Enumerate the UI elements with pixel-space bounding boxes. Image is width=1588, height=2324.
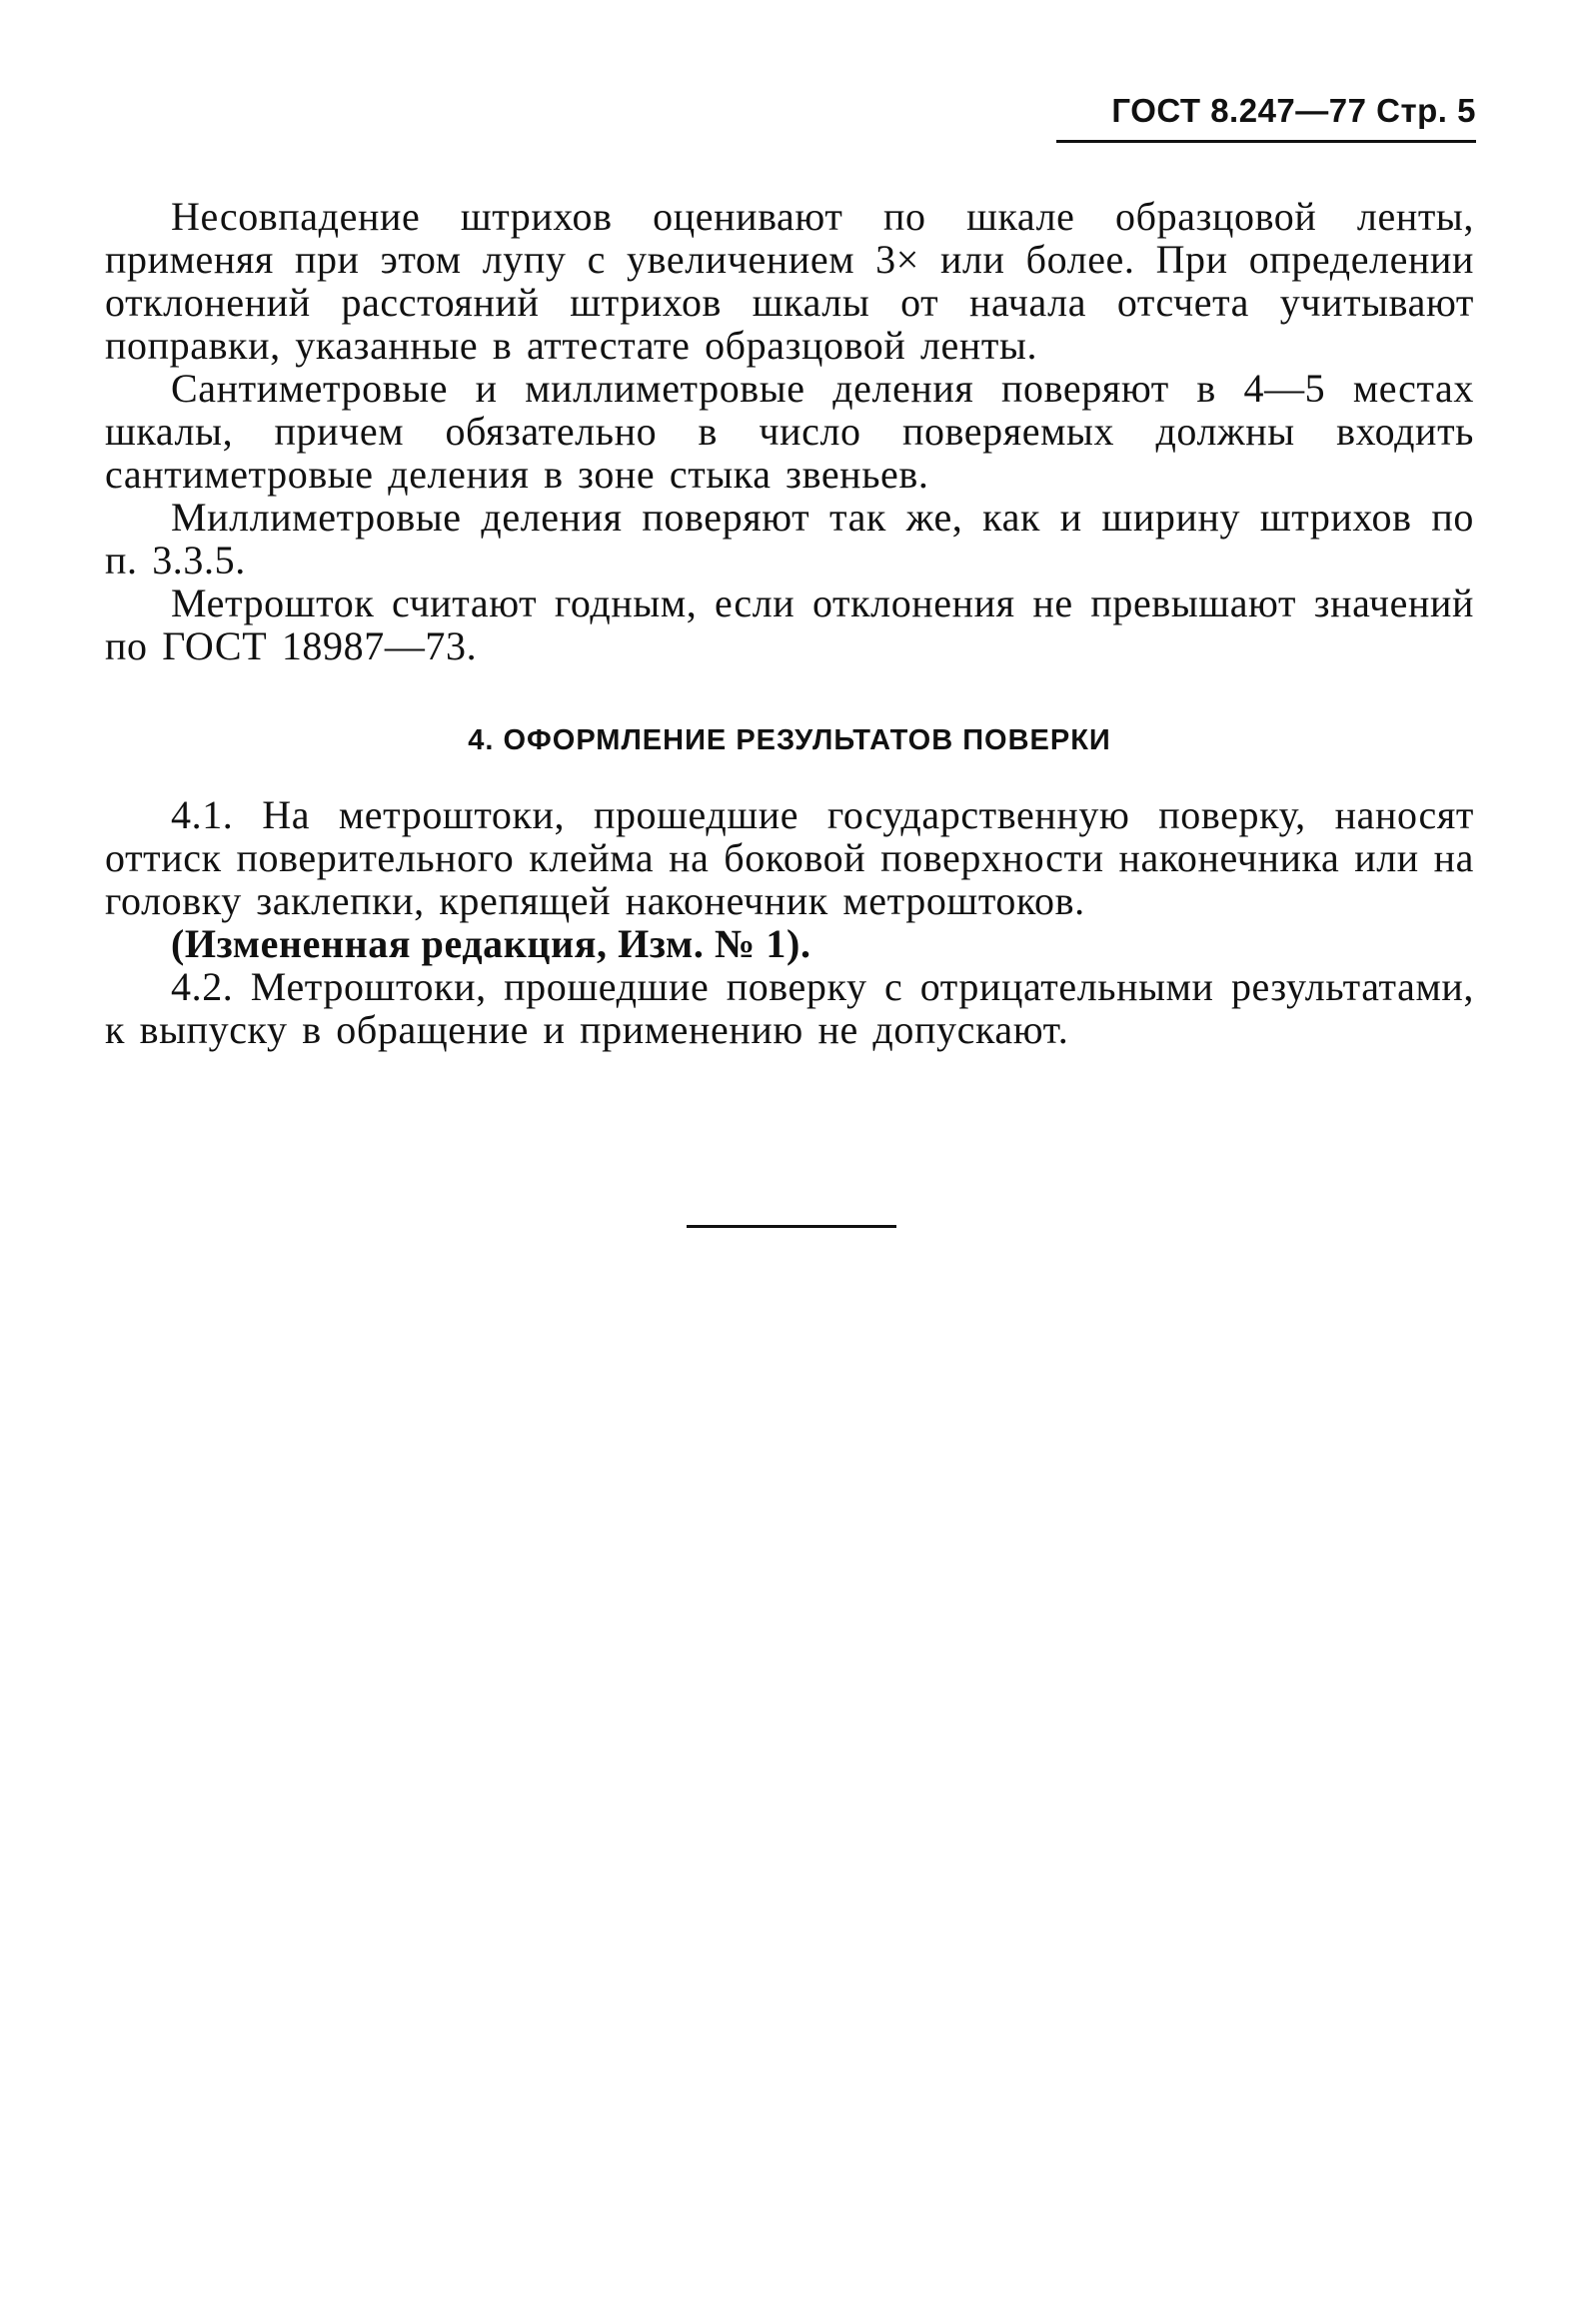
document-body bbox=[105, 195, 1474, 1051]
paragraph-4-2: 4.2. Метроштоки, прошедшие поверку с отрицательными результатами, к выпуску в обращение и применению не допускают. bbox=[105, 964, 1474, 1052]
paragraph-acceptance: Метрошток считают годным, если отклонения не превышают значений по ГОСТ 18987—73. bbox=[105, 581, 1474, 668]
amendment-note: (Измененная редакция, Изм. № 1). bbox=[171, 921, 811, 966]
header-rule bbox=[1056, 140, 1476, 143]
paragraph-divisions: Сантиметровые и миллиметровые деления поверяют в 4—5 местах шкалы, причем обязательно в число поверяемых должны входить сантиметровые деления в зоне стыка звеньев. bbox=[105, 366, 1474, 497]
section-heading: 4. ОФОРМЛЕНИЕ РЕЗУЛЬТАТОВ ПОВЕРКИ bbox=[468, 724, 1111, 756]
paragraph-4-1: 4.1. На метроштоки, прошедшие государственную поверку, наносят оттиск поверительного клейма на боковой поверхности наконечника или на головку заклепки, крепящей наконечник метроштоков. bbox=[105, 792, 1474, 923]
paragraph-millimeter: Миллиметровые деления поверяют так же, как и ширину штрихов по п. 3.3.5. bbox=[105, 495, 1474, 582]
page-header: ГОСТ 8.247—77 Стр. 5 bbox=[1111, 92, 1476, 129]
paragraph-mismatch: Несовпадение штрихов оценивают по шкале образцовой ленты, применяя при этом лупу с увеличением 3× или более. При определении отклонений расстояний штрихов шкалы от начала отсчета учитывают поправки, указанные в аттестате образцовой ленты. bbox=[105, 194, 1474, 368]
end-rule bbox=[687, 1225, 896, 1228]
